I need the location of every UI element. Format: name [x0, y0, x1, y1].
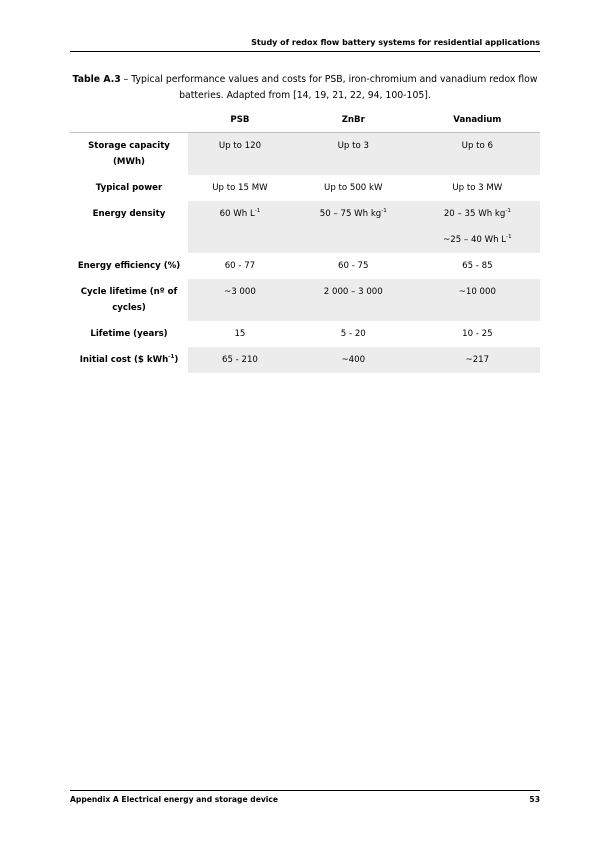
- superscript: -1: [168, 354, 175, 361]
- column-header-vanadium: Vanadium: [415, 110, 540, 133]
- performance-table: [70, 110, 540, 373]
- table-cell: 10 - 25: [462, 329, 493, 339]
- table-cell: Up to 500 kW: [324, 183, 383, 193]
- caption-text: – Typical performance values and costs for PSB, iron-chromium and vanadium redox flow batteries. Adapted from [14, 19, 21, 22, 94, 100-105].: [120, 74, 538, 101]
- superscript: -1: [381, 208, 387, 215]
- table-cell: Up to 3 MW: [452, 183, 503, 193]
- cell-value: 20 – 35 Wh kg: [443, 209, 506, 219]
- column-header-znbr: ZnBr: [292, 110, 415, 133]
- table-cell: ~10 000: [415, 279, 540, 321]
- row-label: Lifetime (years): [90, 329, 168, 339]
- table-cell: Up to 120: [188, 133, 292, 176]
- table-row: [70, 201, 540, 253]
- table-row: [70, 347, 540, 373]
- table-cell: 2 000 – 3 000: [292, 279, 415, 321]
- table-cell: Up to 15 MW: [212, 183, 268, 193]
- table-cell: 60 - 77: [224, 261, 256, 271]
- corner-cell: [70, 110, 188, 133]
- page-number: 53: [529, 795, 540, 804]
- label-text: ): [174, 355, 179, 365]
- row-label: Storage capacity (MWh): [88, 141, 170, 167]
- table-cell: 65 - 85: [462, 261, 493, 271]
- row-label: Energy density: [92, 209, 166, 219]
- table-cell: 15: [234, 329, 246, 339]
- table-cell: [188, 201, 292, 253]
- table-cell: ~400: [292, 347, 415, 373]
- table-row: [70, 175, 540, 201]
- superscript: -1: [506, 234, 512, 241]
- table-cell: Up to 6: [415, 133, 540, 176]
- superscript: -1: [505, 208, 511, 215]
- table-header-row: [70, 110, 540, 133]
- label-text: Initial cost ($ kWh: [79, 355, 169, 365]
- row-label: [70, 347, 188, 373]
- table-cell: 60 - 75: [338, 261, 369, 271]
- table-cell: ~217: [415, 347, 540, 373]
- table-cell: 65 - 210: [188, 347, 292, 373]
- column-header-psb: PSB: [188, 110, 292, 133]
- table-row: [70, 279, 540, 321]
- table-cell: [292, 201, 415, 253]
- table-cell: [415, 201, 540, 253]
- table-row: [70, 133, 540, 176]
- row-label: Cycle lifetime (nº of cycles): [80, 287, 178, 313]
- footer-section-title: Appendix A Electrical energy and storage device: [70, 795, 279, 804]
- cell-value: ~25 – 40 Wh L: [443, 235, 507, 245]
- cell-value: 60 Wh L: [219, 209, 255, 219]
- row-label: Energy efficiency (%): [77, 261, 181, 271]
- table-row: [70, 321, 540, 347]
- table-caption: [70, 72, 540, 104]
- page-footer: [70, 790, 540, 804]
- cell-second-line: [419, 232, 536, 248]
- table-cell: ~3 000: [188, 279, 292, 321]
- table-label: Table A.3: [72, 74, 121, 85]
- table-row: [70, 253, 540, 279]
- running-header: Study of redox flow battery systems for residential applications: [70, 38, 540, 52]
- row-label: Typical power: [95, 183, 163, 193]
- table-cell: 5 - 20: [340, 329, 366, 339]
- cell-value: 50 – 75 Wh kg: [319, 209, 382, 219]
- superscript: -1: [254, 208, 261, 215]
- table-cell: Up to 3: [292, 133, 415, 176]
